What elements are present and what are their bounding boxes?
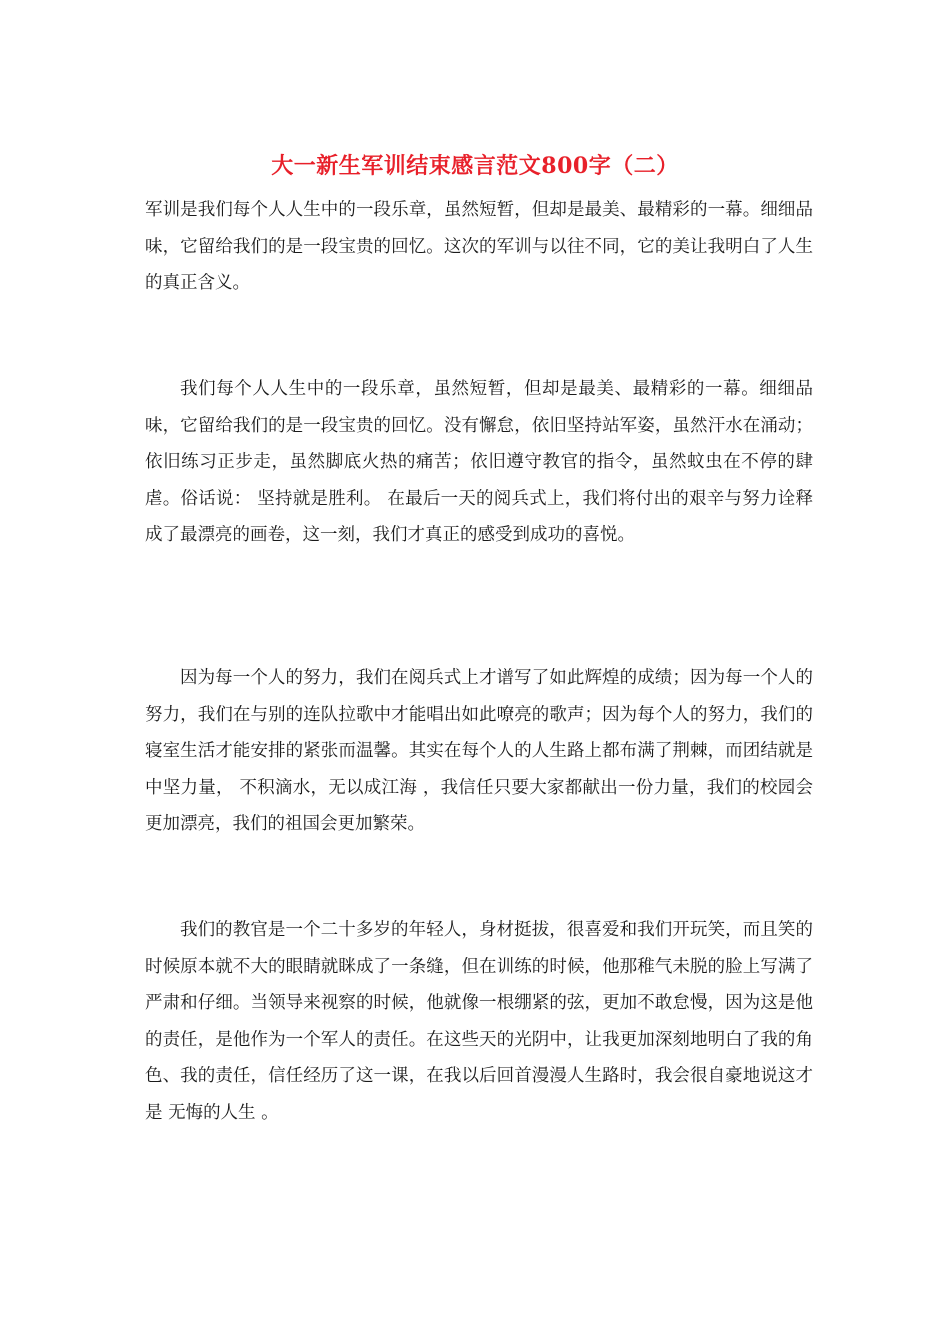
paragraph-3: 因为每一个人的努力，我们在阅兵式上才谱写了如此辉煌的成绩；因为每一个人的努力，我们在与别的连队拉歌中才能唱出如此嘹亮的歌声；因为每个人的努力，我们的寝室生活才能安排的紧张而温馨。其实在每个人的人生路上都布满了荆棘，而团结就是中坚力量， 不积滴水，无以成江海 ，我信任只要大家都献出一份力量，我们的校园会更加漂亮，我们的祖国会更加繁荣。 xyxy=(145,668,813,834)
paragraph-2: 我们每个人人生中的一段乐章，虽然短暂，但却是最美、最精彩的一幕。细细品味，它留给我们的是一段宝贵的回忆。没有懈怠，依旧坚持站军姿，虽然汗水在涌动；依旧练习正步走，虽然脚底火热的痛苦；依旧遵守教官的指令，虽然蚊虫在不停的肆虐。俗话说： 坚持就是胜利。 在最后一天的阅兵式上，我们将付出的艰辛与努力诠释成了最漂亮的画卷，这一刻，我们才真正的感受到成功的喜悦。 xyxy=(145,379,813,545)
document-title: 大一新生军训结束感言范文800字（二） xyxy=(271,153,679,179)
paragraph-1: 军训是我们每个人人生中的一段乐章，虽然短暂，但却是最美、最精彩的一幕。细细品味，它留给我们的是一段宝贵的回忆。这次的军训与以往不同，它的美让我明白了人生的真正含义。 xyxy=(145,200,813,293)
paragraph-4: 我们的教官是一个二十多岁的年轻人，身材挺拔，很喜爱和我们开玩笑，而且笑的时候原本就不大的眼睛就眯成了一条缝，但在训练的时候，他那稚气未脱的脸上写满了严肃和仔细。当领导来视察的时候，他就像一根绷紧的弦，更加不敢怠慢，因为这是他的责任，是他作为一个军人的责任。在这些天的光阴中，让我更加深刻地明白了我的角色、我的责任，信任经历了这一课，在我以后回首漫漫人生路时，我会很自豪地说这才是 无悔的人生 。 xyxy=(145,920,813,1123)
